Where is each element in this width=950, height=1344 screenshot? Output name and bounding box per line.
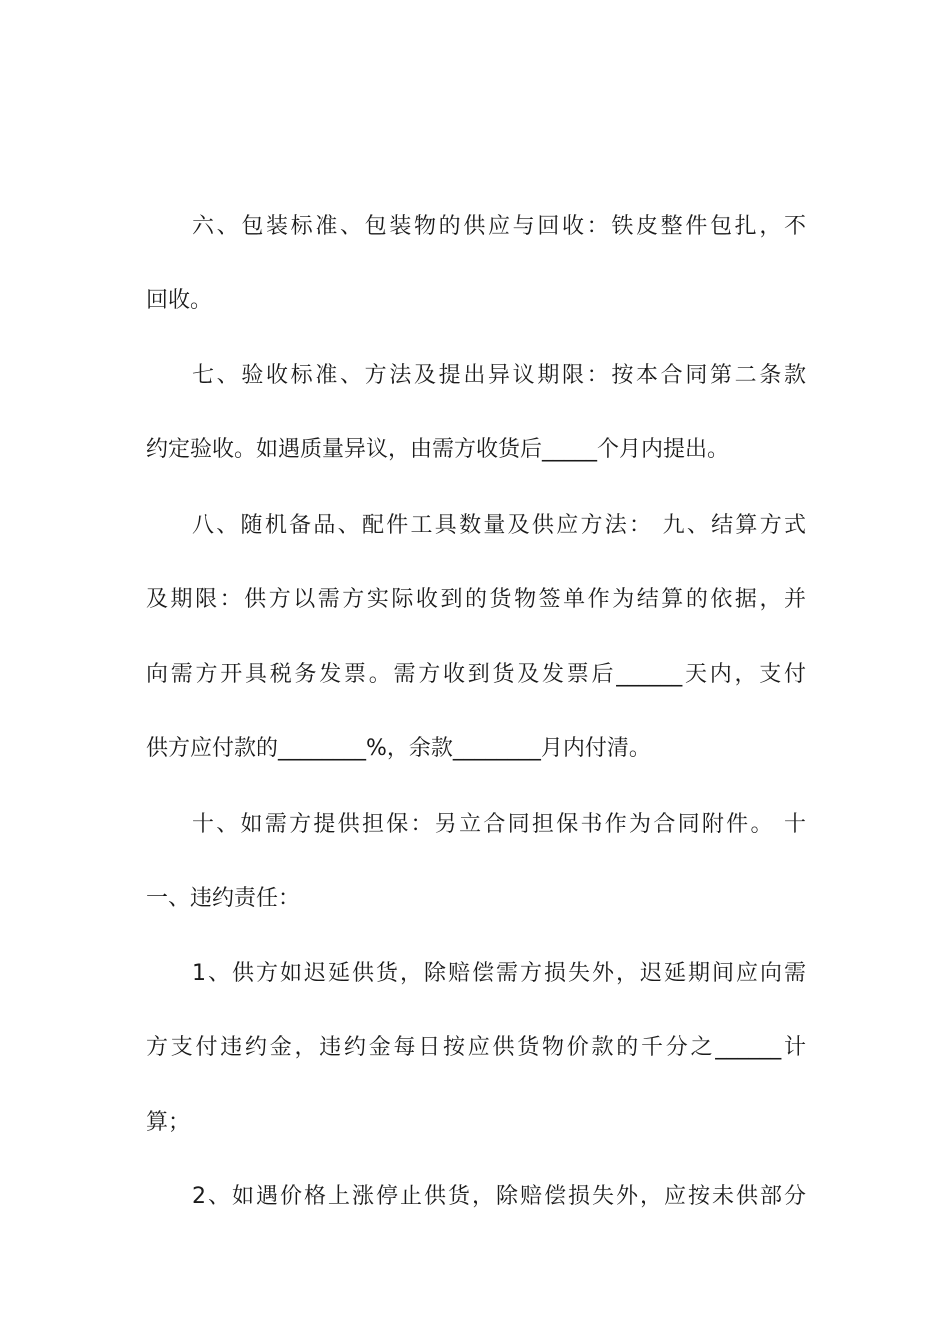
text-line-settlement-end: 供方应付款的________%，余款________月内付清。 bbox=[146, 736, 651, 761]
text-line-liability-1-cont: 方支付违约金，违约金每日按应供货物价款的千分之______计 bbox=[146, 1035, 806, 1060]
text-line-spare-parts: 八、随机备品、配件工具数量及供应方法： 九、结算方式 bbox=[192, 513, 806, 538]
text-line-acceptance: 七、验收标准、方法及提出异议期限：按本合同第二条款 bbox=[192, 363, 806, 388]
text-line-liability-heading: 一、违约责任： bbox=[146, 886, 301, 911]
text-line-settlement-cont: 向需方开具税务发票。需方收到货及发票后______天内，支付 bbox=[146, 662, 806, 687]
text-line-packaging-cont: 回收。 bbox=[146, 288, 213, 313]
text-line-acceptance-cont: 约定验收。如遇质量异议，由需方收货后_____个月内提出。 bbox=[146, 437, 730, 462]
text-line-guarantee: 十、如需方提供担保：另立合同担保书作为合同附件。 十 bbox=[192, 812, 806, 837]
text-line-liability-1-end: 算； bbox=[146, 1110, 191, 1135]
text-line-liability-1: 1、供方如迟延供货，除赔偿需方损失外，迟延期间应向需 bbox=[192, 961, 806, 986]
text-line-settlement: 及期限：供方以需方实际收到的货物签单作为结算的依据，并 bbox=[146, 587, 806, 612]
text-line-packaging: 六、包装标准、包装物的供应与回收：铁皮整件包扎，不 bbox=[192, 214, 806, 239]
text-line-liability-2: 2、如遇价格上涨停止供货，除赔偿损失外，应按未供部分 bbox=[192, 1184, 806, 1209]
